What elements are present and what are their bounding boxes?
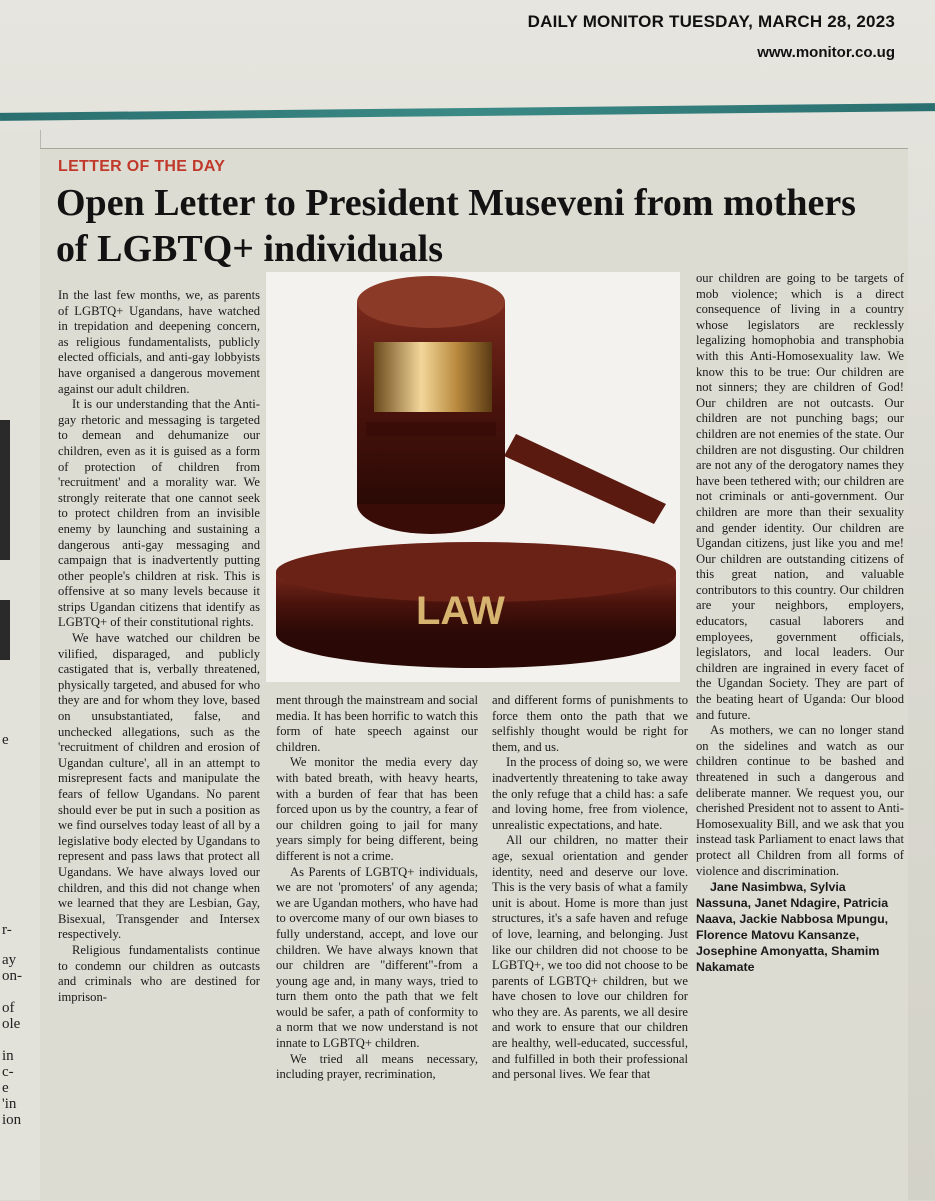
fragment-text: 'in: [2, 1096, 17, 1112]
article-headline: Open Letter to President Museveni from mothers of LGBTQ+ individuals: [56, 182, 856, 270]
paragraph: We have watched our children be vilified, disparaged, and publicly castigated that is, verbally threatened, physically targeted, and abused for who they are and for whom they love, based on unsubstantiated, false, and unchecked allegations, such as the 'recruitment of children and erosion of Ugandan culture', all in an attempt to misrepresent facts and manipulate the fears of fellow Ugandans. No parent should ever be put in such a position as we find ourselves today least of all by a legislative body elected by Ugandans to represent and pass laws that protect all Ugandans. We have always loved our children, and this did not change when we learned that they are Lesbian, Gay, Bisexual, Transgender and Intersex respectively.: [58, 631, 260, 942]
signatories: Jane Nasimbwa, Sylvia Nassuna, Janet Ndagire, Patricia Naava, Jackie Nabbosa Mpungu, Florence Matovu Kansanze, Josephine Amonyatta, Shamim Nakamate: [696, 880, 889, 975]
paragraph: our children are going to be targets of mob violence; which is a direct consequence of living in a country whose legislators are recklessly legalizing homophobia and transphobia with this Anti-Homosexuality law. We know this to be true: Our children are not sinners; they are children of God! Our children are not outcasts. Our children are not punching bags; our children are not enemies of the state. Our children are not disgusting. Our children are not any of the derogatory names they have been tethered with; our children are not criminals or anti-government. Our children are more than their sexuality and gender identity. Our children are Ugandan citizens, just like you and me! Our children are outstanding citizens of this great nation, and valuable contributors to this country. Our children are your neighbors, employers, educators, casual laborers and employees, government officials, legislators, and local leaders. Our children are ingrained in every facet of the Ugandan Society. They are part of the beating heart of Uganda: Our blood and future.: [696, 271, 904, 722]
gavel-photo: [266, 272, 680, 682]
fragment-text: c-: [2, 1064, 14, 1080]
paragraph: Religious fundamentalists continue to condemn our children as outcasts and criminals who are destined for imprison-: [58, 942, 260, 1004]
law-label: LAW: [416, 589, 505, 633]
fragment-text: ay: [2, 952, 17, 968]
adjacent-photo-edge: [0, 600, 10, 660]
article-column-2: [276, 693, 478, 1083]
adjacent-column-fragment: [0, 130, 41, 1200]
fragment-text: of: [2, 1000, 15, 1016]
fragment-text: ion: [2, 1112, 22, 1128]
paragraph: We monitor the media every day with bated breath, with heavy hearts, with a burden of fear that has been forced upon us by the country, a fear of our children going to jail for many years simply for being different, being different is not a crime.: [276, 755, 478, 863]
article-column-1: [58, 288, 260, 1005]
gavel-head-top: [357, 276, 505, 328]
paragraph: As Parents of LGBTQ+ individuals, we are not 'promoters' of any agenda; we are Ugandan mothers, who have had to overcome many of our own biases to fully understand, accept, and love our children. We have always known that our children are "different"-from a young age and, in many ways, tried to turn them onto the path that we felt would be safer, a path of conformity to a norm that we now understand is not innate to LGBTQ+ children.: [276, 864, 478, 1051]
gavel-illustration: [266, 272, 680, 682]
paragraph: As mothers, we can no longer stand on the sidelines and watch as our children continue to be bashed and threatened in such a dangerous and deliberate manner. We request you, our cherished President not to assent to Anti- Homosexuality Bill, and we ask that you instead task Parliament to enact laws that protect all Children from all forms of violence and discrimination.: [696, 723, 904, 878]
issue-date: TUESDAY, MARCH 28, 2023: [669, 12, 895, 31]
page-header: [528, 12, 895, 61]
fragment-text: e: [2, 732, 9, 748]
paragraph: We tried all means necessary, including prayer, recrimination,: [276, 1051, 478, 1082]
adjacent-photo-edge: [0, 420, 10, 560]
article-column-4: [696, 271, 904, 975]
paragraph: All our children, no matter their age, sexual orientation and gender identity, need and deserve our love. This is the very basis of what a family unit is about. Home is more than just structures, it's a safe haven and refuge of love, learning, and belonging. Just like our children did not choose to be LGBTQ+, we too did not choose to be parents of LGBTQ+ children, but we have chosen to love our children for who they are. As parents, we all desire and work to ensure that our children are healthy, well-educated, successful, and fulfilled in both their professional and personal lives. We fear that: [492, 833, 688, 1082]
website-url: www.monitor.co.ug: [757, 44, 895, 61]
fragment-text: e: [2, 1080, 9, 1096]
fragment-text: on-: [2, 968, 22, 984]
header-rule: [0, 103, 935, 121]
article-column-3: [492, 693, 688, 1083]
fragment-text: r-: [2, 922, 12, 938]
fragment-text: in: [2, 1048, 14, 1064]
masthead-title: DAILY MONITOR: [527, 12, 665, 31]
gavel-handle: [504, 434, 666, 524]
paragraph: It is our understanding that the Anti-gay rhetoric and messaging is targeted to demean and dehumanize our children, even as it is guised as a form of protection of children from 'recruitment' and a morality war. We strongly reiterate that one cannot seek to protect children from an invisible enemy by launching and sustaining a dangerous anti-gay messaging and campaign that is inadvertently putting other people's children at risk. This is offensive at so many levels because it strips Ugandan citizens that identify as LGBTQ+ of their constitutional rights.: [58, 397, 260, 630]
gavel-ring: [366, 422, 496, 436]
paragraph: In the process of doing so, we were inadvertently threatening to take away the only refuge that a child has: a safe and loving home, free from violence, unrealistic expectations, and hate.: [492, 755, 688, 832]
section-kicker: LETTER OF THE DAY: [58, 158, 226, 175]
gavel-gold-band: [374, 342, 492, 412]
paragraph: and different forms of punishments to force them onto the path that we selfishly thought would be right for them, and us.: [492, 693, 688, 754]
fragment-text: ole: [2, 1016, 21, 1032]
masthead-line: [528, 12, 895, 32]
paragraph: ment through the mainstream and social media. It has been horrific to watch this form of hate speech against our children.: [276, 693, 478, 754]
paragraph: In the last few months, we, as parents of LGBTQ+ Ugandans, have watched in trepidation and deepening concern, as religious fundamentalists, publicly elected officials, and anti-gay lobbyists have organised a dangerous movement against our adult children.: [58, 288, 260, 396]
